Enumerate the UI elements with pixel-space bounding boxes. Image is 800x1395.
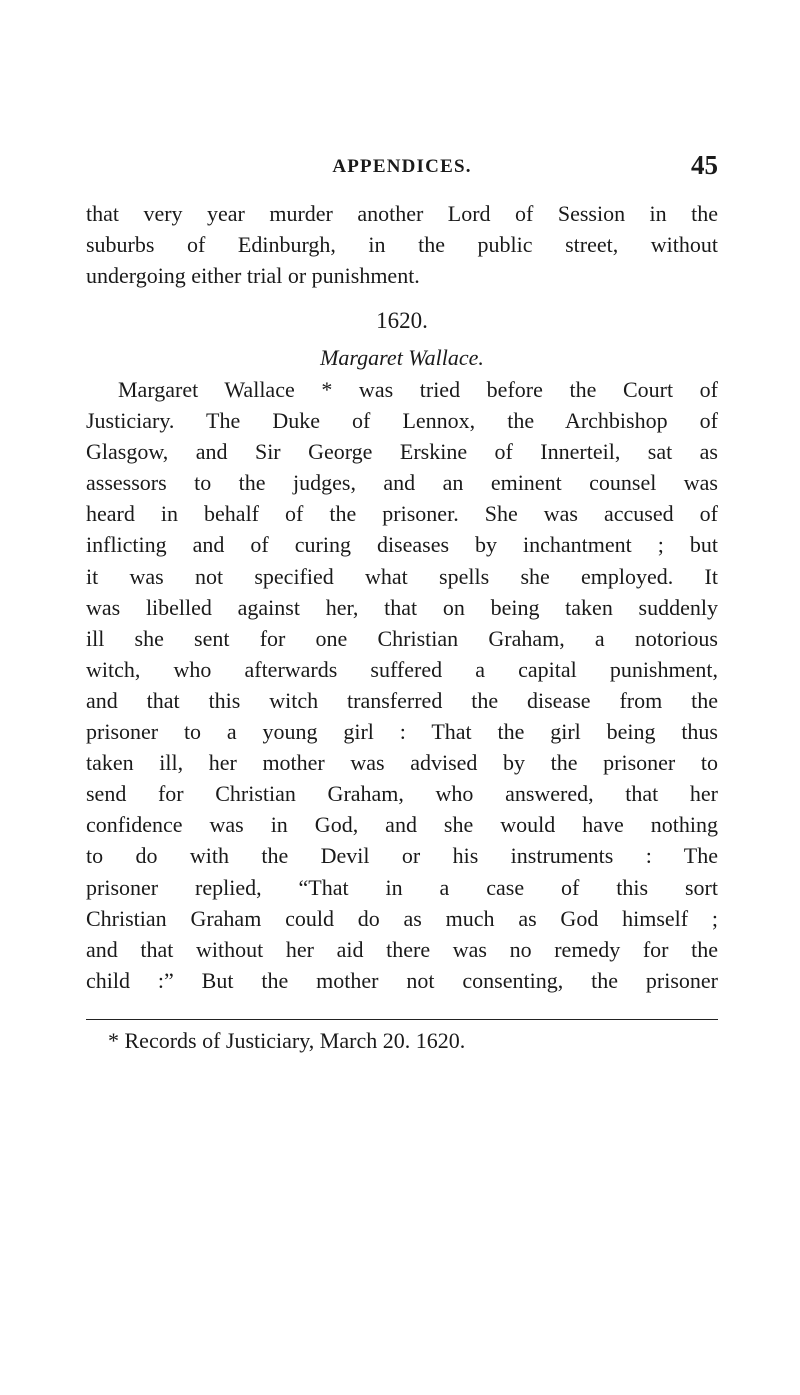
text-line: prisoner replied, “That in a case of this sort bbox=[86, 874, 718, 900]
text-line: Christian Graham could do as much as God himself ; bbox=[86, 905, 718, 931]
main-paragraph bbox=[86, 374, 718, 996]
text-line: to do with the Devil or his instruments : The bbox=[86, 843, 718, 869]
footnote-rule bbox=[86, 1019, 718, 1020]
running-head: APPENDICES. bbox=[332, 156, 472, 177]
text-line: child :” But the mother not consenting, the prisoner bbox=[86, 967, 718, 993]
text-line: was libelled against her, that on being taken suddenly bbox=[86, 594, 718, 620]
text-line: heard in behalf of the prisoner. She was accused of bbox=[86, 501, 718, 527]
text-line: taken ill, her mother was advised by the prisoner to bbox=[86, 750, 718, 776]
footnote: * Records of Justiciary, March 20. 1620. bbox=[108, 1028, 466, 1053]
section-year: 1620. bbox=[376, 308, 428, 333]
text-line: ill she sent for one Christian Graham, a notorious bbox=[86, 625, 718, 651]
continued-paragraph bbox=[86, 198, 718, 291]
text-line: prisoner to a young girl : That the girl being thus bbox=[86, 719, 718, 745]
text-line: Justiciary. The Duke of Lennox, the Archbishop of bbox=[86, 408, 718, 434]
text-line: undergoing either trial or punishment. bbox=[86, 263, 420, 289]
text-line: Margaret Wallace * was tried before the Court of bbox=[118, 377, 718, 402]
text-line: confidence was in God, and she would have nothing bbox=[86, 812, 718, 838]
section-subheading: Margaret Wallace. bbox=[320, 345, 484, 370]
text-line: inflicting and of curing diseases by inchantment ; but bbox=[86, 532, 718, 558]
text-line: send for Christian Graham, who answered, that her bbox=[86, 781, 718, 807]
text-line: suburbs of Edinburgh, in the public street, without bbox=[86, 232, 718, 258]
text-line: assessors to the judges, and an eminent counsel was bbox=[86, 470, 718, 496]
text-line: Glasgow, and Sir George Erskine of Innerteil, sat as bbox=[86, 439, 718, 465]
text-line: that very year murder another Lord of Session in the bbox=[86, 201, 718, 226]
page-header bbox=[86, 150, 718, 180]
text-line: witch, who afterwards suffered a capital punishment, bbox=[86, 656, 718, 682]
page-number: 45 bbox=[691, 150, 718, 180]
text-line: and that without her aid there was no remedy for the bbox=[86, 936, 718, 962]
text-line: and that this witch transferred the disease from the bbox=[86, 687, 718, 713]
text-line: it was not specified what spells she employed. It bbox=[86, 563, 718, 589]
